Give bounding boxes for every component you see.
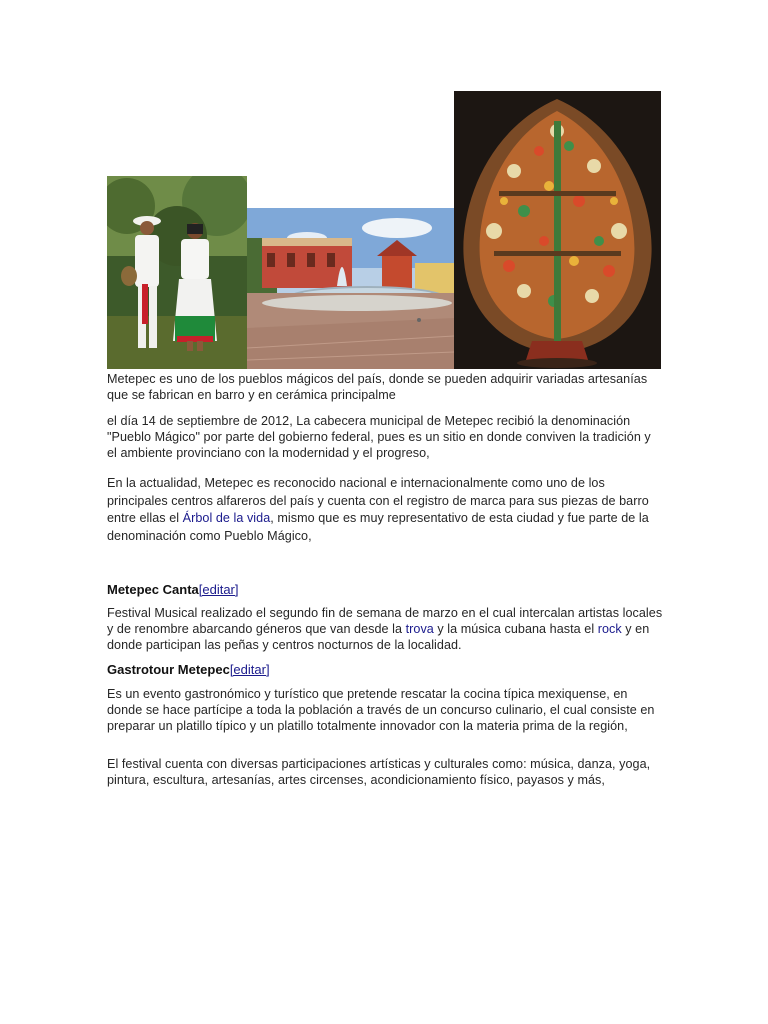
section-heading-metepec-canta [107,581,239,598]
edit-link[interactable]: [editar] [198,582,239,597]
section-title: Gastrotour Metepec [107,662,230,677]
paragraph-text: y en donde participan las peñas y centros nocturnos de la localidad. [107,622,650,652]
edit-link[interactable]: [editar] [229,662,270,677]
plaza-photo [247,208,454,369]
section-title: Metepec Canta [107,582,199,597]
paragraph-text: , mismo que es muy representativo de esta ciudad y fue parte de la denominación como Pueblo Mágico, [107,511,649,543]
paragraph-text: En la actualidad, Metepec es reconocido nacional e internacionalmente como uno de los principales centros alfareros del país y cuenta con el registro de marca para sus piezas de barro entre ellas el [107,476,649,525]
paragraph-text: y la música cubana hasta el [433,622,598,636]
paragraph-text: Festival Musical realizado el segundo fin de semana de marzo en el cual intercalan artistas locales y de renombre abarcando géneros que van desde la [107,606,663,636]
paragraph-participaciones: El festival cuenta con diversas participaciones artísticas y culturales como: música, danza, yoga, pintura, escultura, artesanías, artes circenses, acondicionamiento físico, payasos y más, [107,757,651,787]
images-caption: Metepec es uno de los pueblos mágicos del país, donde se pueden adquirir variadas artesanías que se fabrican en barro y en cerámica principalme [107,372,648,402]
paragraph-festival-musical [107,605,663,653]
paragraph-pueblo-magico: el día 14 de septiembre de 2012, La cabecera municipal de Metepec recibió la denominación "Pueblo Mágico" por parte del gobierno federal, pues es un sitio en donde conviven la tradición y el ambiente provinciano con la modernidad y el progreso, [107,414,651,460]
rock-link[interactable]: rock [597,622,622,636]
paragraph-alfareros [107,475,663,545]
paragraph-gastrotour: Es un evento gastronómico y turístico que pretende rescatar la cocina típica mexiquense, en donde se hace partícipe a toda la población a través de un concurso culinario, el cual consiste en preparar un platillo típico y un platillo totalmente innovador con la materia prima de la región, [107,687,655,733]
tree-of-life-photo [454,91,661,369]
dancers-photo [107,176,247,369]
arbol-de-la-vida-link[interactable]: Árbol de la vida [182,511,271,525]
section-heading-gastrotour [107,661,270,678]
trova-link[interactable]: trova [405,622,434,636]
